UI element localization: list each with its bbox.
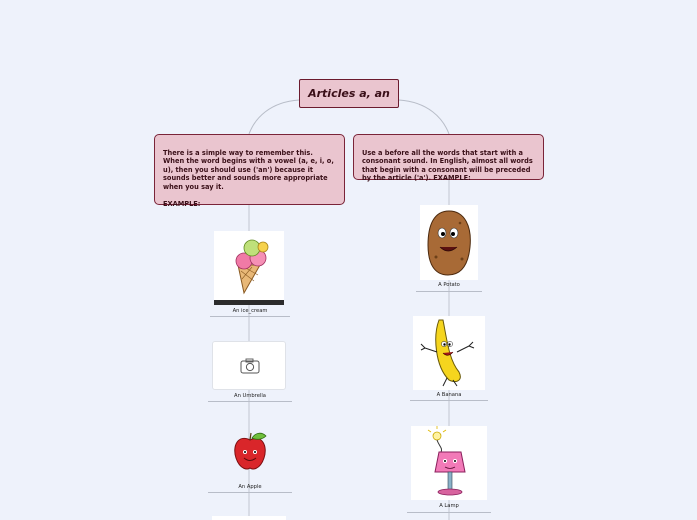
leaf-underline <box>208 492 292 493</box>
right-branch-topic[interactable] <box>353 134 544 183</box>
leaf-potato[interactable] <box>416 205 482 292</box>
leaf-underline <box>210 316 290 317</box>
left-branch-topic[interactable] <box>154 134 345 208</box>
leaf-underline <box>416 291 482 292</box>
leaf-caption: A Potato <box>438 282 460 288</box>
camera-placeholder-icon <box>213 342 287 391</box>
leaf-lamp[interactable] <box>407 426 491 513</box>
leaf-banana[interactable] <box>410 316 488 401</box>
leaf-caption: An Umbrella <box>234 393 266 399</box>
potato-illustration <box>420 205 478 280</box>
leaf-caption: An ice_cream <box>232 308 268 314</box>
banana-illustration <box>413 316 485 390</box>
leaf-caption: A Lamp <box>439 503 459 509</box>
lamp-illustration <box>411 426 487 500</box>
ice-cream-illustration <box>214 231 284 305</box>
leaf-underline <box>208 401 292 402</box>
partial-next-image <box>212 516 286 520</box>
apple-illustration <box>230 428 270 476</box>
left-branch-text: There is a simple way to remember this. When the word begins with a vowel (a, e, i, o, u), then you should use ('an') because it sounds better and sounds more appropriate when you say it. EXAMPLE: <box>163 148 334 208</box>
root-topic[interactable] <box>299 79 399 108</box>
image-placeholder <box>212 341 286 390</box>
leaf-caption: An Apple <box>238 484 262 490</box>
right-branch-text: Use a before all the words that start with a consonant sound. In English, almost all words that begin with a consonant will be preceded by the article ('a'). EXAMPLE: <box>362 148 533 183</box>
leaf-umbrella[interactable] <box>208 341 292 402</box>
leaf-underline <box>407 512 491 513</box>
leaf-apple[interactable] <box>208 428 292 493</box>
leaf-ice-cream[interactable] <box>210 231 290 317</box>
leaf-underline <box>410 400 488 401</box>
leaf-caption: A Banana <box>436 392 462 398</box>
root-title: Articles a, an <box>308 87 390 100</box>
